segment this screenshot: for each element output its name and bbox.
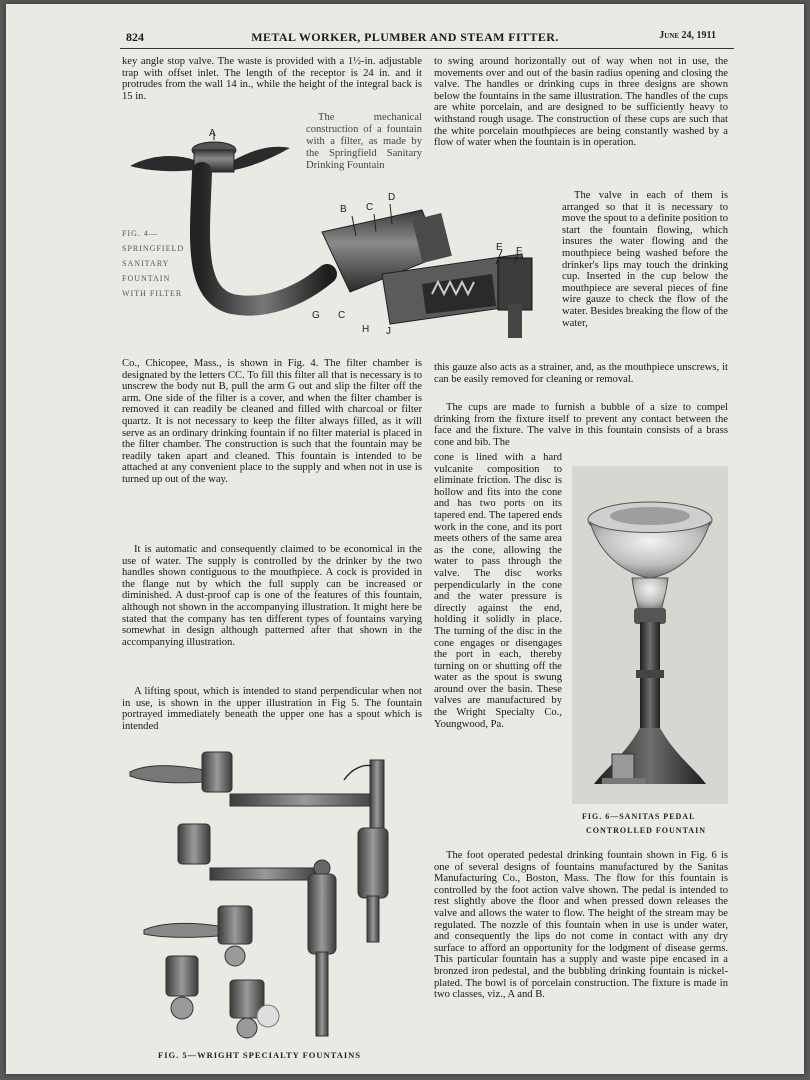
fig4-label-f: F bbox=[516, 246, 523, 257]
upper-riser-shape bbox=[370, 760, 384, 830]
cup1-body-shape bbox=[218, 906, 252, 944]
bowl-inner-shape bbox=[610, 507, 690, 525]
fig4-caption: FIG. 4— SPRINGFIELD SANITARY FOUNTAIN WITH FILTER bbox=[122, 229, 185, 298]
fig4-label-d: D bbox=[388, 192, 396, 203]
col2-para-6: The foot operated pedestal drinking fountain shown in Fig. 6 is one of several designs of fountains manufactured by the Sanitas Manufacturing Co., Boston, Mass. The flow for this fountain is controlled by the foot action valve shown. The pedal is intended to rest slightly above the floor and when pressed down releases the valve and allows the water to flow. The height of the stream may be regulated. The nozzle of this fountain when in use is under water, and consequently the lips do not come in contact with any dry surface to afford an opportunity for the lodgment of disease germs. This particular fountain has a supply and waste pipe encased in a bronzed iron pedestal, and the bubbling drinking fountain is nickel-plated. The bowl is of porcelain construction. The fixture is made in two classes, viz., A and B. bbox=[434, 850, 728, 1001]
lower-cup-shape bbox=[178, 824, 210, 864]
fig5-illustration bbox=[122, 740, 422, 1040]
fig4-label-j: J bbox=[386, 326, 391, 337]
lower-valve-shape bbox=[308, 874, 336, 954]
outlet-stem-shape bbox=[508, 304, 522, 338]
bowl-neck-shape bbox=[632, 578, 668, 610]
upper-stem-shape bbox=[367, 896, 379, 942]
right-handle-shape bbox=[234, 147, 290, 170]
running-header bbox=[6, 30, 804, 46]
collar-shape bbox=[634, 608, 666, 624]
fig4-illustration bbox=[122, 124, 542, 354]
col1-para-3: Co., Chicopee, Mass., is shown in Fig. 4. The filter chamber is designated by the letters CC. To fill this filter all that is necessary is to unscrew the body nut B, pull the arm G out and slip the filter off the arm. One side of the filter is a cover, and when the filter chamber is removed it can readily be cleaned and filled with charcoal or filter quartz. It is not necessary to keep the filter always filled, as it will serve as an ordinary drinking fountain if no filter material is placed in the filter chamber. The construction is such that the fountain may be readily taken apart and cleaned. This fountain is intended to be attached at any convenient place to the supply and when not in use is turned up out of the way. bbox=[122, 358, 422, 485]
fig4-label-g: G bbox=[312, 310, 320, 321]
col1-para-5: A lifting spout, which is intended to stand perpendicular when not in use, is shown in the upper illustration in Fig 5. The fountain portrayed immediately beneath the upper one has a spout which is intended bbox=[122, 686, 422, 732]
upper-valve-shape bbox=[358, 828, 388, 898]
col2-para-5: cone is lined with a hard vulcanite composition to eliminate friction. The disc is hollow and fits into the cone and has two ports on its tapered end. The tapered ends work in the cone, and its port meets others of the same area as the cone, allowing the water to pass through the valve. The disc works perpendicularly in the cone and the water pressure is directly against the end, holding it solidly in place. The turning of the disc in the cone engages or disengages the port in each, thereby turning on or shutting off the water as the spout is swung around over the basin. These valves are manufactured by the Wright Specialty Co., Youngwood, Pa. bbox=[434, 452, 562, 730]
header-rule bbox=[120, 48, 734, 49]
fig4-label-h: H bbox=[362, 324, 370, 335]
outlet-cap-shape bbox=[498, 258, 532, 310]
page-number: 824 bbox=[126, 30, 144, 44]
col2-para-4: The cups are made to furnish a bubble of a size to compel drinking from the fixture itself to prevent any contact between the face and the fixture. The valve in this fountain consists of a brass cone and bib. The bbox=[434, 402, 728, 448]
fig4-label-e: E bbox=[496, 242, 503, 253]
fig4-label-c: C bbox=[366, 202, 374, 213]
upper-spout-arm bbox=[230, 794, 380, 806]
fig5-caption: FIG. 5—WRIGHT SPECIALTY FOUNTAINS bbox=[158, 1050, 362, 1060]
upper-handle-shape bbox=[130, 766, 204, 783]
col1-para-2: The mechanical construction of a fountain with a filter, as made by the Springfield Sanitary Drinking Fountain bbox=[306, 112, 422, 171]
fig6-illustration bbox=[572, 466, 728, 804]
lower-spout-arm bbox=[210, 868, 320, 880]
cup3-mouth-shape bbox=[237, 1018, 257, 1038]
lower-stem-shape bbox=[316, 952, 328, 1036]
pedestal-ring bbox=[636, 670, 664, 678]
pedal-valve-shape bbox=[612, 754, 634, 780]
left-handle-shape bbox=[130, 156, 194, 171]
magazine-page bbox=[6, 4, 804, 1074]
swing-arrow-shape bbox=[344, 766, 372, 780]
col2-para-1: to swing around horizontally out of way when not in use, the movements over and out of the basin radius opening and closing the valve. The handles or drinking cups in three designs are shown below the fountains in the same illustration. The handles of the cups are white porcelain, and are designed to be sufficiently heavy to withstand rough usage. The construction of these cups are such that the white porcelain mouthpieces are being constantly washed by a flow of water when the fountain is in operation. bbox=[434, 56, 728, 149]
upper-cup-shape bbox=[202, 752, 232, 792]
cup3-porcelain-shape bbox=[257, 1005, 279, 1027]
cup1-handle-shape bbox=[144, 923, 218, 937]
col1-para-4: It is automatic and consequently claimed to be economical in the use of water. The supply is controlled by the drinker by the two handles shown contiguous to the mouthpiece. A cock is provided in the flange nut by which the full supply can be increased or diminished. A dust-proof cap is one of the features of this fountain, although not shown in the accompanying illustration. It might here be stated that the company has ten different types of fountains varying somewhat in design although patterned after that shown in the accompanying illustration. bbox=[122, 544, 422, 648]
pedal-shape bbox=[602, 778, 646, 784]
cup2-body-shape bbox=[166, 956, 198, 996]
fig6-caption-line2: CONTROLLED FOUNTAIN bbox=[586, 826, 706, 835]
col1-para-1: key angle stop valve. The waste is provided with a 1½-in. adjustable trap with offset inlet. The length of the receptor is 24 in. and it protrudes from the wall 14 in., while the height of the integral back is 15 in. bbox=[122, 56, 422, 102]
fig4-label-a: A bbox=[209, 128, 216, 139]
fig4-label-b: B bbox=[340, 204, 347, 215]
col2-para-3: this gauze also acts as a strainer, and, as the mouthpiece unscrews, it can be easily removed for cleaning or removal. bbox=[434, 362, 728, 385]
cup1-mouth-shape bbox=[225, 946, 245, 966]
fig4-label-c2: C bbox=[338, 310, 346, 321]
journal-title: METAL WORKER, PLUMBER AND STEAM FITTER. bbox=[251, 30, 559, 44]
issue-date: June 24, 1911 bbox=[659, 30, 716, 41]
fig6-caption-line1: FIG. 6—SANITAS PEDAL bbox=[582, 812, 696, 821]
cup2-mouth-shape bbox=[171, 997, 193, 1019]
col2-para-2: The valve in each of them is arranged so that it is necessary to move the spout to a definite position to start the fountain flowing, which insures the water flowing and the mouthpiece being washed before the drinker's lips may touch the drinking cup. Inserted in the cup below the mouthpiece are several pieces of fine wire gauze to check the flow of the water. Besides breaking the flow of the water, bbox=[562, 190, 728, 329]
arm-g-shape bbox=[200, 172, 327, 306]
